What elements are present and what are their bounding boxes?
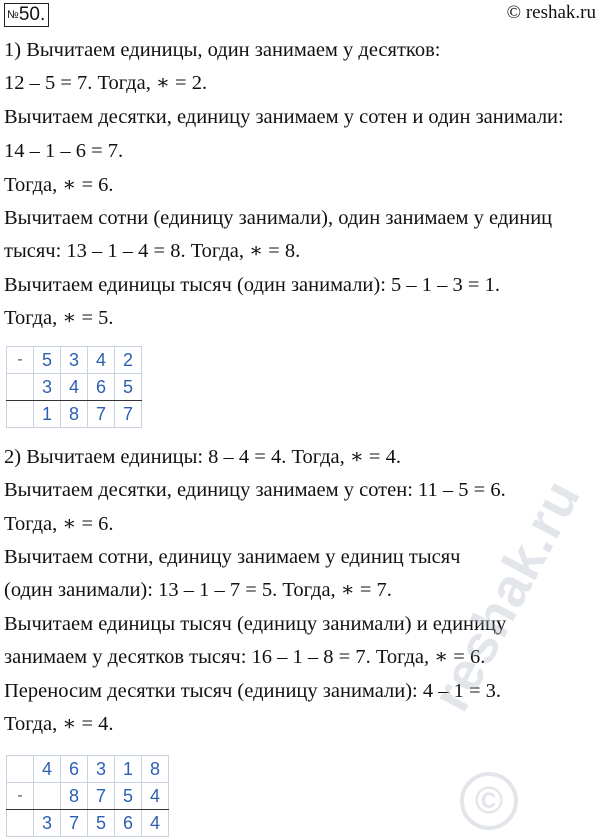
digit-cell: 3 [34, 374, 61, 401]
empty-cell [7, 374, 34, 401]
digit-cell: 4 [61, 374, 88, 401]
digit-cell: 5 [115, 783, 142, 810]
digit-cell: 8 [61, 783, 88, 810]
digit-cell: 3 [34, 810, 61, 837]
problem-number-value: 50. [18, 4, 46, 25]
p2-line-8: Переносим десятки тысяч (единицу занимали): 4 – 1 = 3. [4, 680, 502, 702]
digit-cell: 7 [61, 810, 88, 837]
p1-line-4: 14 – 1 – 6 = 7. [4, 140, 124, 162]
p2-line-2: Вычитаем десятки, единицу занимаем у сотен: 11 – 5 = 6. [4, 479, 506, 501]
digit-cell: 6 [61, 756, 88, 783]
p1-line-5: Тогда, ∗ = 6. [4, 174, 114, 196]
digit-cell: 5 [115, 374, 142, 401]
digit-cell: 7 [115, 401, 142, 428]
column-subtraction-1 [6, 346, 142, 428]
p1-line-2: 12 – 5 = 7. Тогда, ∗ = 2. [4, 72, 208, 94]
empty-cell [7, 810, 34, 837]
p1-line-8: Вычитаем единицы тысяч (один занимали): 5 – 1 – 3 = 1. [4, 274, 500, 296]
p1-line-1: 1) Вычитаем единицы, один занимаем у десятков: [4, 39, 441, 61]
digit-cell: 4 [142, 810, 169, 837]
digit-cell: 5 [88, 810, 115, 837]
p2-line-9: Тогда, ∗ = 4. [4, 713, 114, 735]
digit-cell: 1 [115, 756, 142, 783]
digit-cell: 1 [34, 401, 61, 428]
p1-line-3: Вычитаем десятки, единицу занимаем у сотен и один занимали: [4, 106, 564, 128]
digit-cell: 5 [34, 347, 61, 374]
digit-cell: 7 [88, 783, 115, 810]
digit-cell: 8 [142, 756, 169, 783]
digit-cell: 4 [88, 347, 115, 374]
digit-cell: 3 [88, 756, 115, 783]
digit-cell: 6 [88, 374, 115, 401]
column-subtraction-2 [6, 755, 169, 837]
digit-cell [34, 783, 61, 810]
p1-line-7: тысяч: 13 – 1 – 4 = 8. Тогда, ∗ = 8. [4, 240, 301, 262]
p2-line-4: Вычитаем сотни, единицу занимаем у единиц тысяч [4, 546, 461, 568]
digit-cell: 4 [142, 783, 169, 810]
p1-line-6: Вычитаем сотни (единицу занимали), один занимаем у единиц [4, 207, 553, 229]
p2-line-1: 2) Вычитаем единицы: 8 – 4 = 4. Тогда, ∗ = 4. [4, 446, 401, 468]
problem-number [4, 3, 49, 27]
p2-line-6: Вычитаем единицы тысяч (единицу занимали) и единицу [4, 613, 507, 635]
minus-sign: - [7, 783, 34, 810]
p1-line-9: Тогда, ∗ = 5. [4, 307, 114, 329]
watermark-text: reshak.ru [420, 469, 593, 721]
minus-sign: - [7, 347, 34, 374]
digit-cell: 4 [34, 756, 61, 783]
copyright-watermark-icon: © [460, 772, 518, 830]
empty-cell [7, 401, 34, 428]
digit-cell: 2 [115, 347, 142, 374]
p2-line-3: Тогда, ∗ = 6. [4, 513, 114, 535]
digit-cell: 6 [115, 810, 142, 837]
empty-cell [7, 756, 34, 783]
number-sign: № [7, 9, 19, 21]
digit-cell: 8 [61, 401, 88, 428]
digit-cell: 3 [61, 347, 88, 374]
digit-cell: 7 [88, 401, 115, 428]
p2-line-7: занимаем у десятков тысяч: 16 – 1 – 8 = 7. Тогда, ∗ = 6. [4, 646, 486, 668]
p2-line-5: (один занимали): 13 – 1 – 7 = 5. Тогда, ∗ = 7. [4, 579, 392, 601]
site-credit: © reshak.ru [506, 2, 596, 23]
